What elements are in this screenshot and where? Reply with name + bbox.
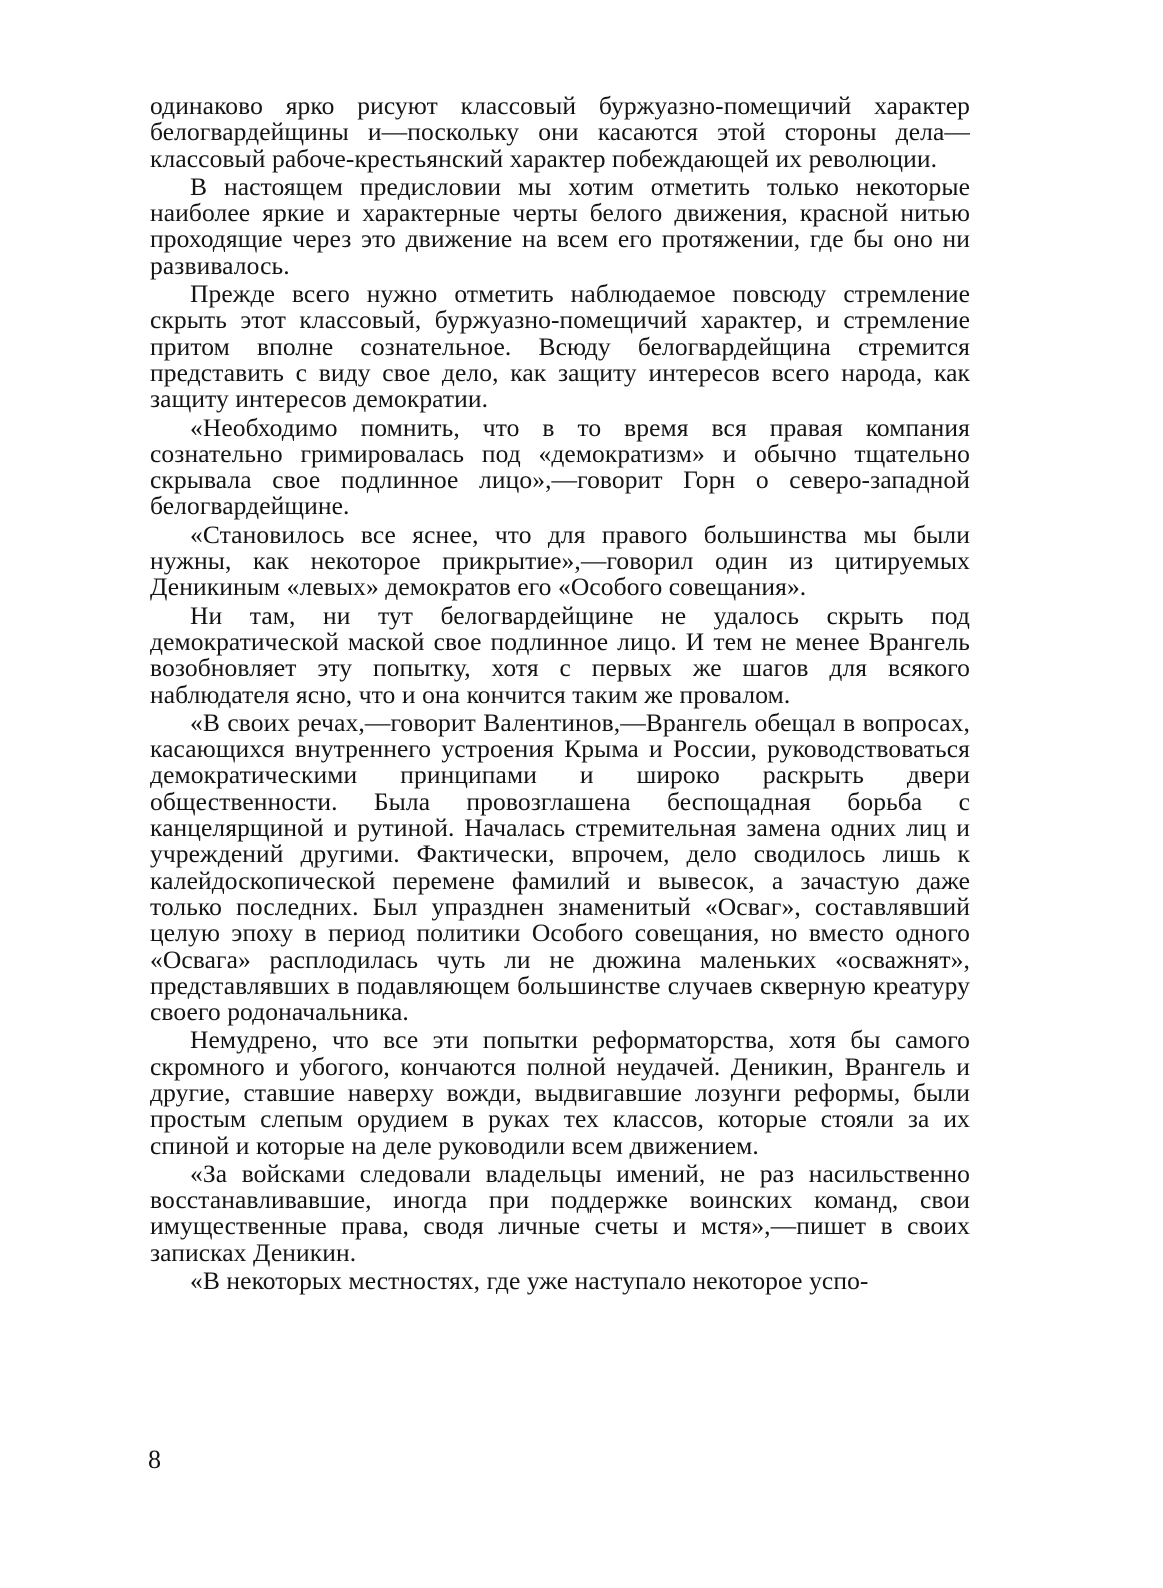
paragraph-1: одинаково ярко рисуют классовый буржуазно-помещичий характер белогвардейщины и—поскольку они касаются этой стороны дела—классовый рабоче-крестьянский характер побеждающей их революции. [150, 91, 970, 173]
paragraph-9: «За войсками следовали владельцы имений, не раз насильственно восстанавливавшие, иногда при поддержке воинских команд, свои имущественные права, сводя личные счеты и мстя»,—пишет в своих записках Деникин. [150, 1158, 970, 1267]
paragraph-10: «В некоторых местностях, где уже наступало некоторое успо- [190, 1266, 869, 1296]
paragraph-2: В настоящем предисловии мы хотим отметить только некоторые наиболее яркие и характерные черты белого движения, красной нитью проходящие через это движение на всем его протяжении, где бы оно ни развивалось. [150, 171, 970, 280]
paragraph-6: Ни там, ни тут белогвардейщине не удалось скрыть под демократической маской свое подлинное лицо. И тем не менее Врангель возобновляет эту попытку, хотя с первых же шагов для всякого наблюдателя ясно, что и она кончится таким же провалом. [150, 600, 970, 709]
paragraph-8: Немудрено, что все эти попытки реформаторства, хотя бы самого скромного и убогого, кончаются полной неудачей. Деникин, Врангель и другие, ставшие наверху вожди, выдвигавшие лозунги реформы, были простым слепым орудием в руках тех классов, которые стояли за их спиной и которые на деле руководили всем движением. [150, 1025, 970, 1160]
page-number: 8 [148, 1445, 161, 1474]
paragraph-7: «В своих речах,—говорит Валентинов,—Врангель обещал в вопросах, касающихся внутреннего устроения Крыма и России, руководствоваться демократическими принципами и широко раскрыть двери общественности. Была провозглашена беспощадная борьба с канцелярщиной и рутиной. Началась стремительная замена одних лиц и учреждений другими. Фактически, впрочем, дело сводилось лишь к калейдоскопической перемене фамилий и вывесок, а зачастую даже только последних. Был упразднен знаменитый «Осваг», составлявший целую эпоху в период политики Особого совещания, но вместо одного «Освага» расплодилась чуть ли не дюжина маленьких «осважнят», представлявших в подавляющем большинстве случаев скверную креатуру своего родоначальника. [150, 707, 970, 1027]
paragraph-5: «Становилось все яснее, что для правого большинства мы были нужны, как некоторое прикрытие»,—говорил один из цитируемых Деникиным «левых» демократов его «Особого совещания». [150, 519, 970, 602]
body-text [150, 93, 970, 1294]
paragraph-4: «Необходимо помнить, что в то время вся правая компания сознательно гримировалась под «демократизм» и обычно тщательно скрывала свое подлинное лицо»,—говорит Горн о северо-западной белогвардейщине. [150, 412, 970, 521]
paragraph-3: Прежде всего нужно отметить наблюдаемое повсюду стремление скрыть этот классовый, буржуазно-помещичий характер, и стремление притом вполне сознательное. Всюду белогвардейщина стремится представить с виду свое дело, как защиту интересов всего народа, как защиту интересов демократии. [150, 279, 970, 414]
